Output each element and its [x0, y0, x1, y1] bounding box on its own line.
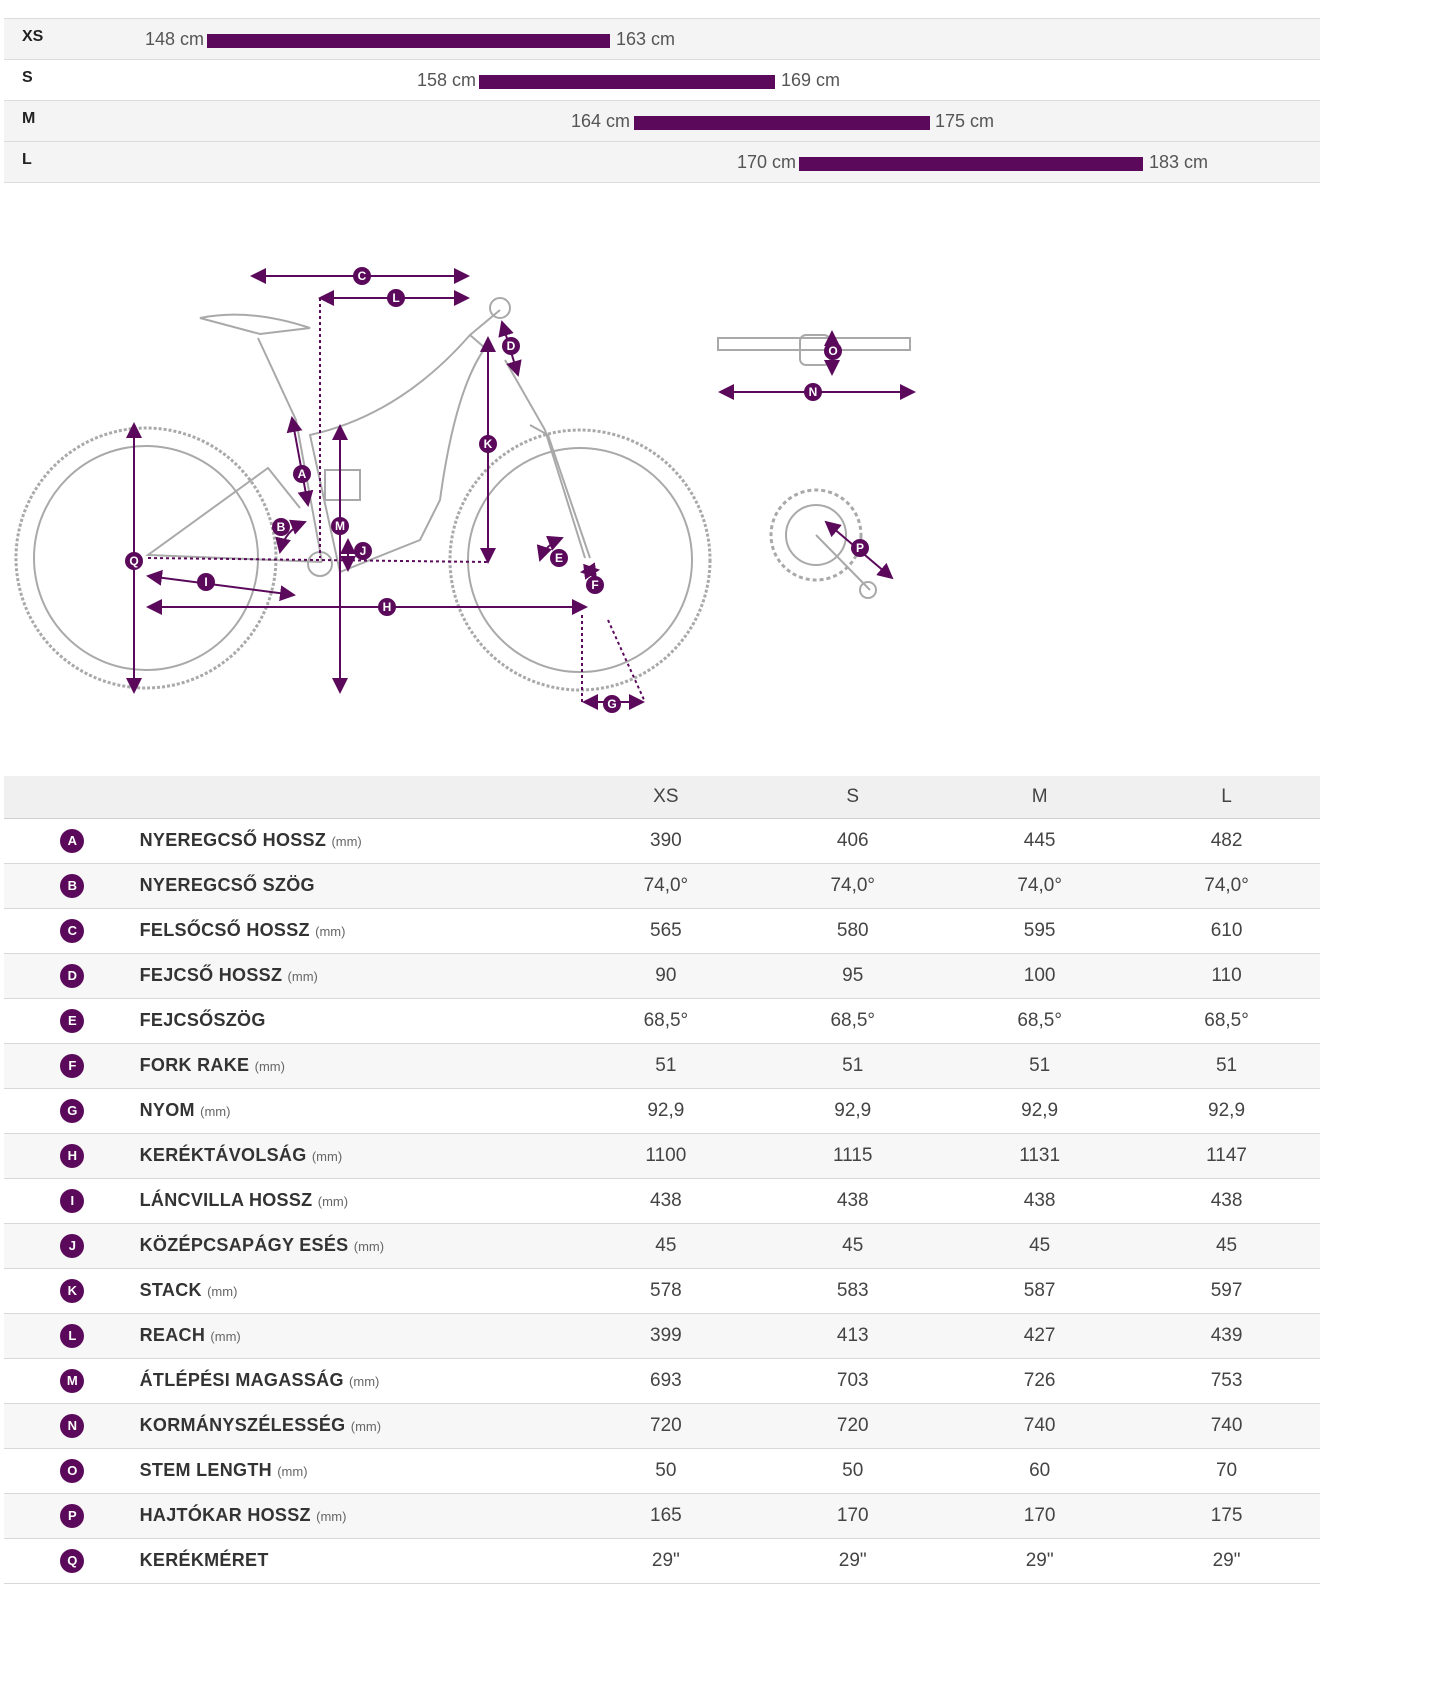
- measure-value: 1131: [946, 1134, 1133, 1179]
- height-max: 163 cm: [616, 29, 676, 49]
- measure-value: 45: [1133, 1224, 1320, 1269]
- measure-unit: (mm): [311, 1149, 343, 1164]
- measure-value: 51: [946, 1044, 1133, 1089]
- measure-value: 51: [759, 1044, 946, 1089]
- measure-value: 29": [946, 1539, 1133, 1584]
- measure-value: 50: [759, 1449, 946, 1494]
- svg-text:G: G: [607, 697, 617, 711]
- measure-value: 51: [1133, 1044, 1320, 1089]
- measure-value: 100: [946, 954, 1133, 999]
- height-range-bar: [207, 34, 610, 48]
- rider-height-size-chart: [4, 18, 1320, 183]
- table-row: [4, 1269, 1320, 1314]
- measure-code-cell: [4, 1359, 132, 1404]
- measure-code-badge: K: [60, 1279, 84, 1303]
- measure-unit: (mm): [353, 1239, 385, 1254]
- height-range-bar: [634, 116, 930, 130]
- table-row: [4, 1314, 1320, 1359]
- measure-name: NYOM: [139, 1100, 195, 1120]
- size-row: [4, 59, 1320, 100]
- measure-value: 482: [1133, 819, 1320, 864]
- measure-code-badge: I: [60, 1189, 84, 1213]
- badge-p: [851, 539, 869, 557]
- measure-name: FEJCSŐSZÖG: [139, 1010, 266, 1030]
- measure-value: 29": [572, 1539, 759, 1584]
- measure-code-badge: P: [60, 1504, 84, 1528]
- measure-name: KÖZÉPCSAPÁGY ESÉS: [139, 1235, 349, 1255]
- badge-b: [272, 518, 290, 536]
- height-min: 164 cm: [570, 111, 630, 131]
- measure-value: 110: [1133, 954, 1320, 999]
- measure-value: 427: [946, 1314, 1133, 1359]
- svg-text:O: O: [828, 344, 838, 358]
- measure-name-cell: [132, 1134, 573, 1179]
- table-row: [4, 954, 1320, 999]
- measure-name: REACH: [139, 1325, 206, 1345]
- measure-value: 29": [759, 1539, 946, 1584]
- measure-value: 45: [572, 1224, 759, 1269]
- svg-text:M: M: [335, 519, 345, 533]
- measure-value: 68,5°: [946, 999, 1133, 1044]
- measure-value: 50: [572, 1449, 759, 1494]
- measure-value: 170: [946, 1494, 1133, 1539]
- measure-name-cell: [132, 909, 573, 954]
- measure-unit: (mm): [350, 1419, 382, 1434]
- measure-code-cell: [4, 1179, 132, 1224]
- measure-lines: [134, 276, 914, 702]
- measure-value: 74,0°: [1133, 864, 1320, 909]
- measure-name: KORMÁNYSZÉLESSÉG: [139, 1415, 346, 1435]
- measure-code-badge: D: [60, 964, 84, 988]
- measure-name-cell: [132, 819, 573, 864]
- measure-value: 580: [759, 909, 946, 954]
- measure-name-cell: [132, 1179, 573, 1224]
- measure-name: KERÉKMÉRET: [139, 1550, 269, 1570]
- size-label: L: [22, 151, 32, 168]
- table-row: [4, 1179, 1320, 1224]
- measure-value: 60: [946, 1449, 1133, 1494]
- measure-code-cell: [4, 1134, 132, 1179]
- size-label: M: [22, 110, 36, 127]
- measure-name-cell: [132, 1224, 573, 1269]
- measure-value: 1147: [1133, 1134, 1320, 1179]
- measure-value: 68,5°: [572, 999, 759, 1044]
- measure-code-cell: [4, 954, 132, 999]
- header-size-l: L: [1133, 776, 1320, 819]
- geometry-table-body: [4, 819, 1320, 1584]
- measure-name: LÁNCVILLA HOSSZ: [139, 1190, 313, 1210]
- measure-code-cell: [4, 1404, 132, 1449]
- measure-value: 595: [946, 909, 1133, 954]
- measure-name-cell: [132, 1314, 573, 1359]
- measure-unit: (mm): [287, 969, 318, 984]
- measure-value: 445: [946, 819, 1133, 864]
- svg-text:Q: Q: [129, 554, 139, 568]
- header-size-s: S: [759, 776, 946, 819]
- measure-unit: (mm): [331, 834, 362, 849]
- badge-g: [603, 695, 621, 713]
- measure-code-cell: [4, 819, 132, 864]
- svg-text:F: F: [591, 578, 599, 592]
- table-row: [4, 1224, 1320, 1269]
- svg-text:C: C: [357, 269, 367, 283]
- badge-o: [824, 342, 842, 360]
- height-max: 183 cm: [1149, 152, 1209, 172]
- measure-code-cell: [4, 1539, 132, 1584]
- measure-name: NYEREGCSŐ HOSSZ: [139, 830, 327, 850]
- badge-e: [550, 549, 568, 567]
- measure-code-badge: M: [60, 1369, 84, 1393]
- svg-text:E: E: [554, 551, 564, 565]
- measure-name-cell: [132, 1089, 573, 1134]
- measure-value: 29": [1133, 1539, 1320, 1584]
- measure-unit: (mm): [277, 1464, 308, 1479]
- size-label: XS: [22, 28, 44, 45]
- measure-unit: (mm): [349, 1374, 380, 1389]
- badge-a: [293, 465, 311, 483]
- badge-l: [387, 289, 405, 307]
- measure-unit: (mm): [200, 1104, 231, 1119]
- height-max: 175 cm: [935, 111, 995, 131]
- measure-code-badge: N: [60, 1414, 84, 1438]
- measure-unit: (mm): [315, 924, 346, 939]
- measure-value: 1100: [572, 1134, 759, 1179]
- measure-name-cell: [132, 1269, 573, 1314]
- measure-value: 438: [572, 1179, 759, 1224]
- measure-name-cell: [132, 1449, 573, 1494]
- measure-value: 703: [759, 1359, 946, 1404]
- table-row: [4, 1539, 1320, 1584]
- measure-value: 92,9: [572, 1089, 759, 1134]
- measure-value: 565: [572, 909, 759, 954]
- table-row: [4, 1449, 1320, 1494]
- height-min: 170 cm: [736, 152, 796, 172]
- measure-code-cell: [4, 1269, 132, 1314]
- svg-text:J: J: [359, 544, 367, 558]
- header-size-m: M: [946, 776, 1133, 819]
- measure-value: 74,0°: [572, 864, 759, 909]
- measure-value: 740: [946, 1404, 1133, 1449]
- measure-name: STACK: [139, 1280, 202, 1300]
- measure-code-cell: [4, 1449, 132, 1494]
- table-row: [4, 1134, 1320, 1179]
- measure-value: 406: [759, 819, 946, 864]
- table-row: [4, 1404, 1320, 1449]
- badge-n: [804, 383, 822, 401]
- measure-value: 753: [1133, 1359, 1320, 1404]
- table-row: [4, 819, 1320, 864]
- table-row: [4, 909, 1320, 954]
- measure-code-cell: [4, 1314, 132, 1359]
- measure-value: 92,9: [1133, 1089, 1320, 1134]
- measure-name: KERÉKTÁVOLSÁG: [139, 1145, 307, 1165]
- measure-value: 720: [572, 1404, 759, 1449]
- svg-text:H: H: [382, 600, 392, 614]
- measure-unit: (mm): [210, 1329, 241, 1344]
- badge-f: [586, 576, 604, 594]
- svg-text:P: P: [855, 541, 865, 555]
- measure-value: 578: [572, 1269, 759, 1314]
- measure-name-cell: [132, 1044, 573, 1089]
- measure-value: 399: [572, 1314, 759, 1359]
- measure-code-badge: C: [60, 919, 84, 943]
- size-row: [4, 141, 1320, 183]
- size-row: [4, 18, 1320, 59]
- measure-value: 693: [572, 1359, 759, 1404]
- table-row: [4, 999, 1320, 1044]
- measure-value: 1115: [759, 1134, 946, 1179]
- measure-value: 610: [1133, 909, 1320, 954]
- measure-unit: (mm): [317, 1194, 349, 1209]
- svg-text:L: L: [392, 291, 400, 305]
- badge-j: [354, 542, 372, 560]
- measure-value: 726: [946, 1359, 1133, 1404]
- measure-value: 438: [946, 1179, 1133, 1224]
- measure-code-badge: G: [60, 1099, 84, 1123]
- measure-code-cell: [4, 1494, 132, 1539]
- badge-q: [125, 552, 143, 570]
- header-empty: [4, 776, 132, 819]
- measure-value: 45: [759, 1224, 946, 1269]
- measure-value: 587: [946, 1269, 1133, 1314]
- table-header-row: [4, 776, 1320, 819]
- measure-name: ÁTLÉPÉSI MAGASSÁG: [139, 1370, 344, 1390]
- badge-m: [331, 517, 349, 535]
- measure-value: 583: [759, 1269, 946, 1314]
- table-row: [4, 1089, 1320, 1134]
- table-row: [4, 1494, 1320, 1539]
- measure-value: 720: [759, 1404, 946, 1449]
- measure-code-cell: [4, 1089, 132, 1134]
- measure-unit: (mm): [207, 1284, 238, 1299]
- badge-d: [502, 337, 520, 355]
- measure-code-cell: [4, 864, 132, 909]
- measure-name: FEJCSŐ HOSSZ: [139, 965, 283, 985]
- measure-name-cell: [132, 1404, 573, 1449]
- measure-value: 740: [1133, 1404, 1320, 1449]
- measure-value: 90: [572, 954, 759, 999]
- measure-name: NYEREGCSŐ SZÖG: [139, 875, 315, 895]
- measure-code-badge: J: [60, 1234, 84, 1258]
- measure-value: 92,9: [946, 1089, 1133, 1134]
- measure-code-badge: L: [60, 1324, 84, 1348]
- bike-outline: [16, 298, 910, 690]
- measure-code-badge: O: [60, 1459, 84, 1483]
- measure-value: 390: [572, 819, 759, 864]
- table-row: [4, 1044, 1320, 1089]
- svg-text:N: N: [808, 385, 818, 399]
- svg-text:I: I: [204, 575, 208, 589]
- measure-name-cell: [132, 999, 573, 1044]
- measure-name-cell: [132, 864, 573, 909]
- svg-text:D: D: [506, 339, 516, 353]
- measure-code-badge: A: [60, 829, 84, 853]
- measure-value: 70: [1133, 1449, 1320, 1494]
- svg-text:K: K: [483, 437, 493, 451]
- measure-value: 439: [1133, 1314, 1320, 1359]
- measure-name-cell: [132, 1494, 573, 1539]
- badge-h: [378, 598, 396, 616]
- measure-name-cell: [132, 1539, 573, 1584]
- height-range-bar: [799, 157, 1143, 171]
- measure-name: HAJTÓKAR HOSSZ: [139, 1505, 311, 1525]
- measure-name-cell: [132, 1359, 573, 1404]
- measure-code-badge: E: [60, 1009, 84, 1033]
- measure-name: STEM LENGTH: [139, 1460, 272, 1480]
- header-size-xs: XS: [572, 776, 759, 819]
- measure-value: 68,5°: [1133, 999, 1320, 1044]
- measure-value: 45: [946, 1224, 1133, 1269]
- badge-c: [353, 267, 371, 285]
- measure-code-badge: F: [60, 1054, 84, 1078]
- height-max: 169 cm: [781, 70, 841, 90]
- height-min: 158 cm: [416, 70, 476, 90]
- measure-value: 68,5°: [759, 999, 946, 1044]
- measure-code-cell: [4, 1044, 132, 1089]
- header-empty: [132, 776, 573, 819]
- size-row: [4, 100, 1320, 141]
- bike-geometry-diagram: [0, 240, 1000, 740]
- badge-k: [479, 435, 497, 453]
- svg-text:B: B: [276, 520, 286, 534]
- measure-value: 74,0°: [759, 864, 946, 909]
- measure-name-cell: [132, 954, 573, 999]
- measure-name: FELSŐCSŐ HOSSZ: [139, 920, 310, 940]
- measure-unit: (mm): [316, 1509, 347, 1524]
- measure-name: FORK RAKE: [139, 1055, 250, 1075]
- measure-value: 413: [759, 1314, 946, 1359]
- measure-value: 438: [1133, 1179, 1320, 1224]
- measure-value: 175: [1133, 1494, 1320, 1539]
- measure-value: 95: [759, 954, 946, 999]
- measure-code-cell: [4, 999, 132, 1044]
- measure-value: 170: [759, 1494, 946, 1539]
- height-min: 148 cm: [144, 29, 204, 49]
- svg-text:A: A: [297, 467, 307, 481]
- measure-code-badge: H: [60, 1144, 84, 1168]
- table-row: [4, 864, 1320, 909]
- geometry-table: [4, 776, 1320, 1584]
- measure-code-badge: B: [60, 874, 84, 898]
- measure-value: 165: [572, 1494, 759, 1539]
- height-range-bar: [479, 75, 775, 89]
- measure-code-badge: Q: [60, 1549, 84, 1573]
- measure-value: 92,9: [759, 1089, 946, 1134]
- measure-code-cell: [4, 1224, 132, 1269]
- measure-code-cell: [4, 909, 132, 954]
- measure-value: 74,0°: [946, 864, 1133, 909]
- measure-value: 438: [759, 1179, 946, 1224]
- measure-unit: (mm): [254, 1059, 285, 1074]
- badge-i: [197, 573, 215, 591]
- size-label: S: [22, 69, 33, 86]
- table-row: [4, 1359, 1320, 1404]
- measure-value: 597: [1133, 1269, 1320, 1314]
- measure-value: 51: [572, 1044, 759, 1089]
